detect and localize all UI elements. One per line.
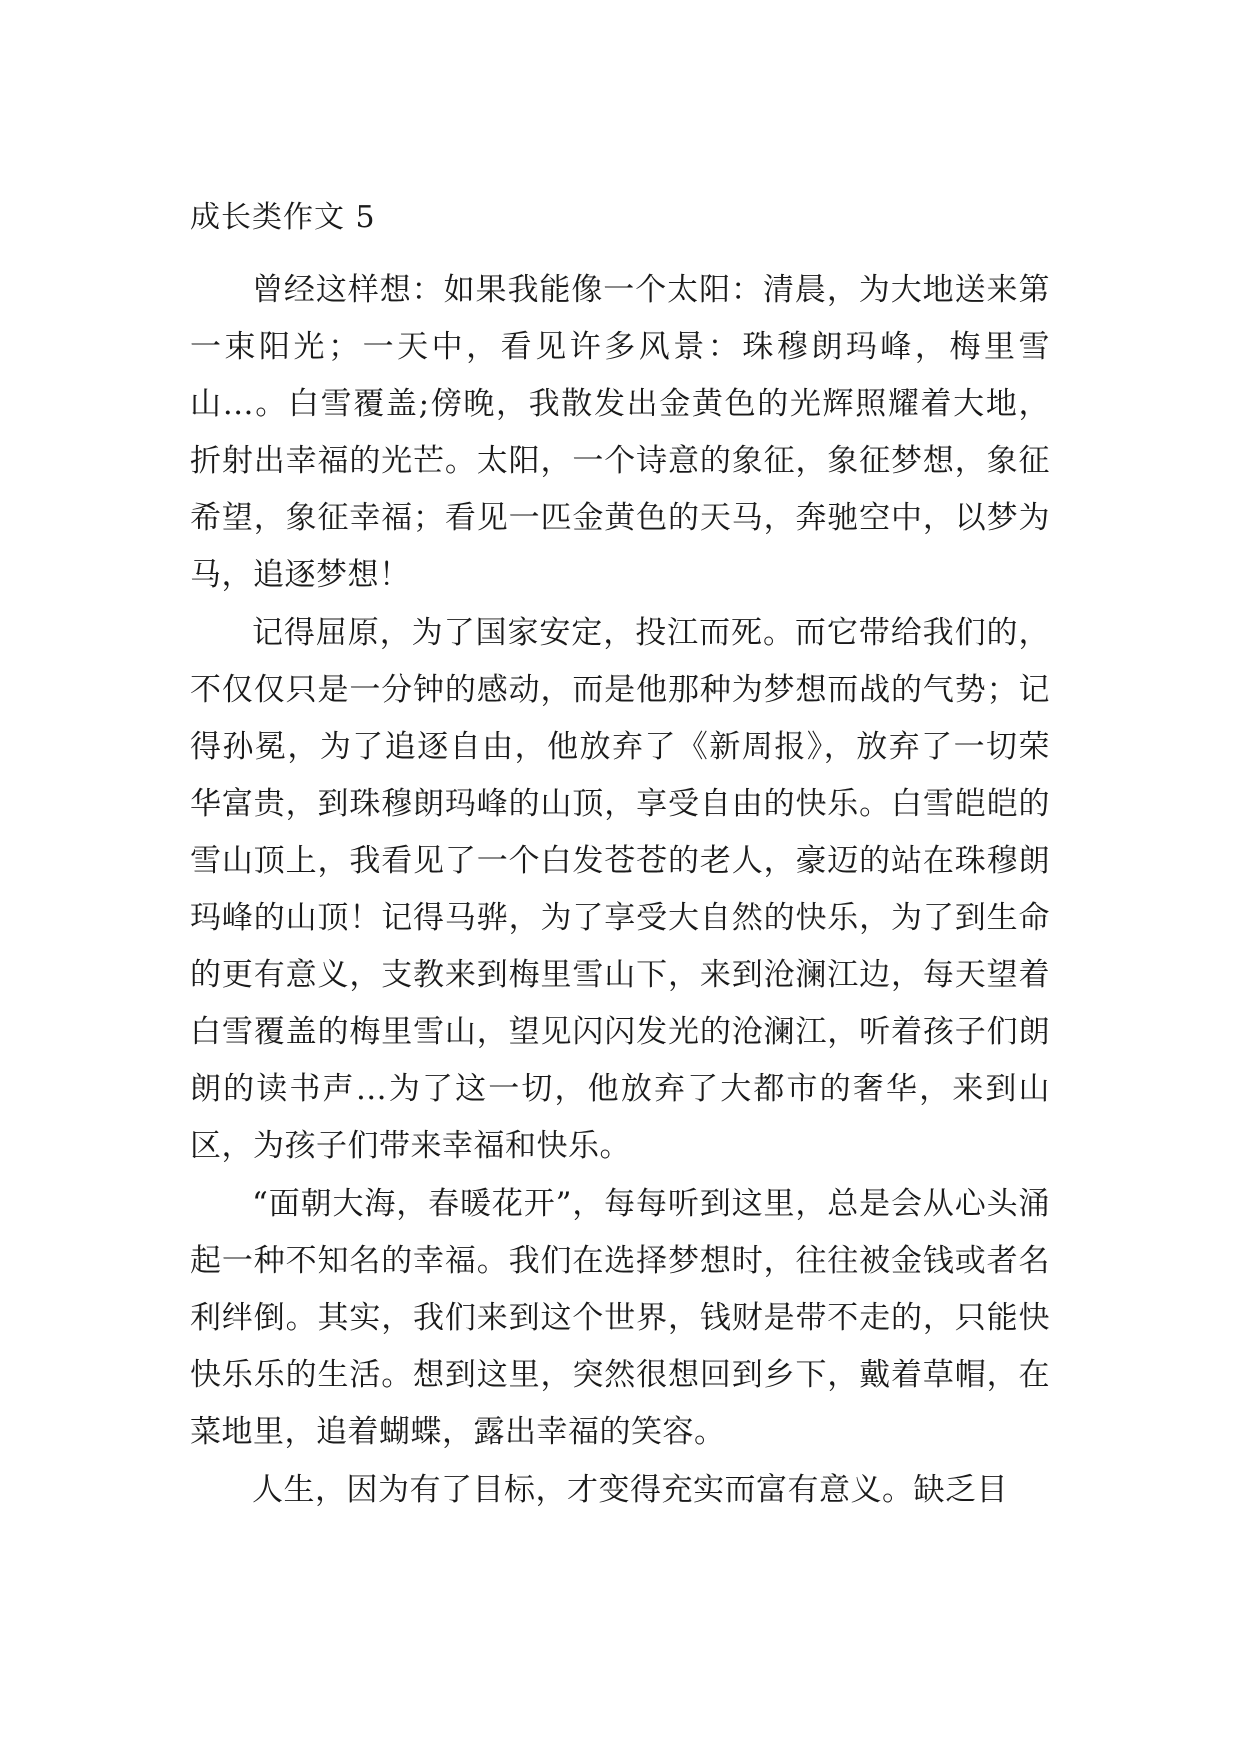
document-title: 成长类作文 5	[190, 200, 376, 235]
paragraph-1: 曾经这样想：如果我能像一个太阳：清晨，为大地送来第一束阳光；一天中，看见许多风景：珠穆朗玛峰，梅里雪山…。白雪覆盖;傍晚，我散发出金黄色的光辉照耀着大地，折射出幸福的光芒。太阳，一个诗意的象征，象征梦想，象征希望，象征幸福；看见一匹金黄色的天马，奔驰空中，以梦为马，追逐梦想！	[190, 272, 1050, 593]
document-body	[190, 196, 1050, 1519]
paragraph-2: 记得屈原，为了国家安定，投江而死。而它带给我们的，不仅仅只是一分钟的感动，而是他那种为梦想而战的气势；记得孙冕，为了追逐自由，他放弃了《新周报》，放弃了一切荣华富贵，到珠穆朗玛峰的山顶，享受自由的快乐。白雪皑皑的雪山顶上，我看见了一个白发苍苍的老人，豪迈的站在珠穆朗玛峰的山顶！记得马骅，为了享受大自然的快乐，为了到生命的更有意义，支教来到梅里雪山下，来到沧澜江边，每天望着白雪覆盖的梅里雪山，望见闪闪发光的沧澜江，听着孩子们朗朗的读书声…为了这一切，他放弃了大都市的奢华，来到山区，为孩子们带来幸福和快乐。	[190, 615, 1050, 1164]
paragraph-3: “面朝大海，春暖花开”，每每听到这里，总是会从心头涌起一种不知名的幸福。我们在选择梦想时，往往被金钱或者名利绊倒。其实，我们来到这个世界，钱财是带不走的，只能快快乐乐的生活。想到这里，突然很想回到乡下，戴着草帽，在菜地里，追着蝴蝶，露出幸福的笑容。	[190, 1186, 1050, 1450]
paragraph-4: 人生，因为有了目标，才变得充实而富有意义。缺乏目	[252, 1472, 1008, 1508]
